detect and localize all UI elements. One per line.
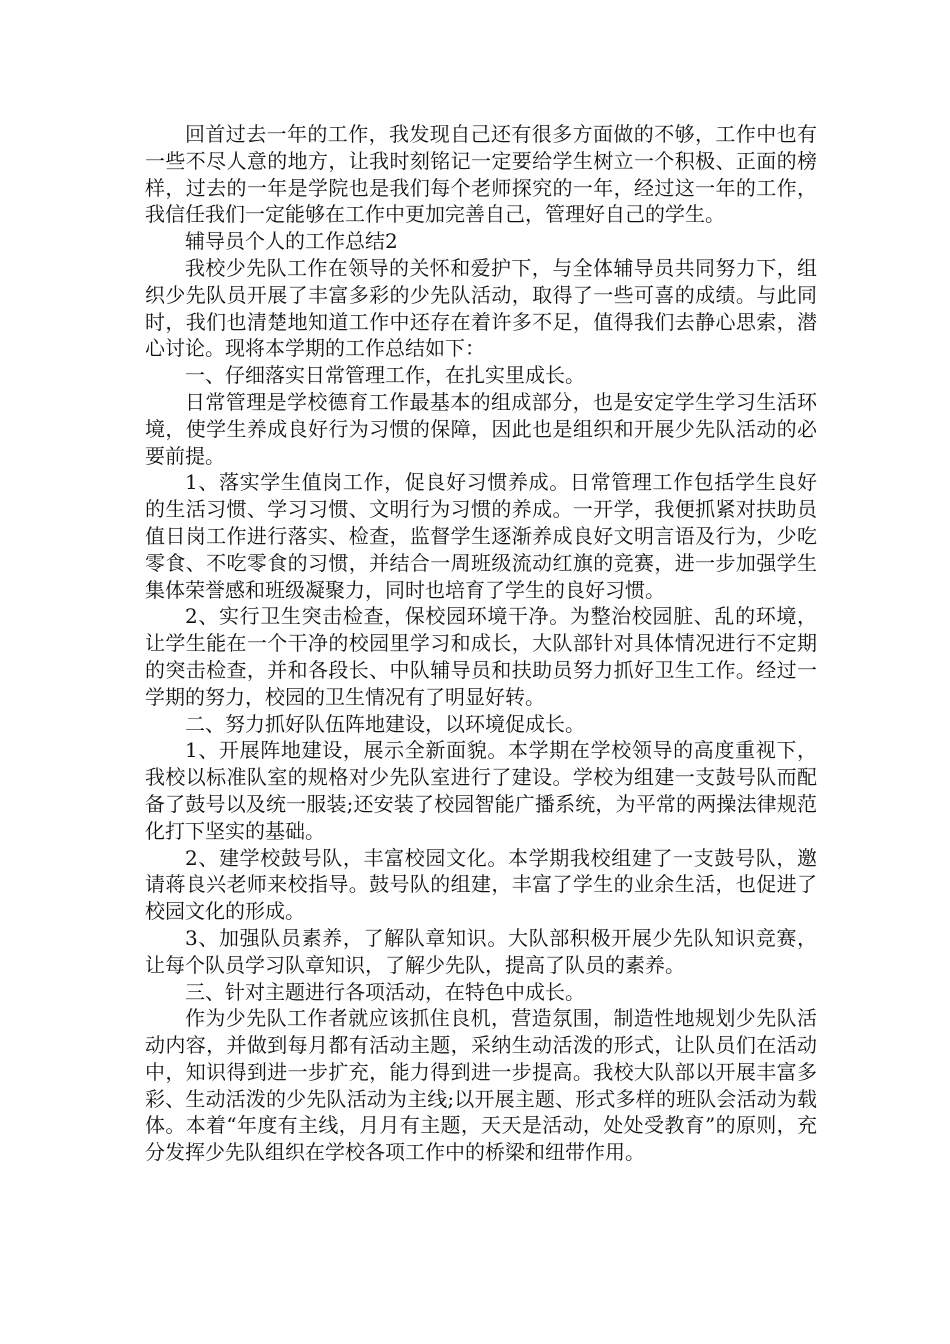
section-title: 辅导员个人的工作总结2 [185, 229, 398, 254]
document-body [145, 121, 817, 1166]
paragraph-duty-post: 1、落实学生值岗工作，促良好习惯养成。日常管理工作包括学生良好的生活习惯、学习习惯、文明行为习惯的养成。一开学，我便抓紧对扶助员值日岗工作进行落实、检查，监督学生逐渐养成良好文明言语及行为，少吃零食、不吃零食的习惯，并结合一周班级流动红旗的竞赛，进一步加强学生集体荣誉感和班级凝聚力，同时也培育了学生的良好习惯。 [145, 470, 817, 602]
paragraph-drum-team: 2、建学校鼓号队，丰富校园文化。本学期我校组建了一支鼓号队，邀请蒋良兴老师来校指导。鼓号队的组建，丰富了学生的业余生活，也促进了校园文化的形成。 [145, 845, 817, 924]
paragraph-intro: 我校少先队工作在领导的关怀和爱护下，与全体辅导员共同努力下，组织少先队员开展了丰富多彩的少先队活动，取得了一些可喜的成绩。与此同时，我们也清楚地知道工作中还存在着许多不足，值得我们去静心思索，潜心讨论。现将本学期的工作总结如下： [145, 255, 817, 361]
paragraph-member-quality: 3、加强队员素养，了解队章知识。大队部积极开展少先队知识竞赛，让每个队员学习队章知识，了解少先队，提高了队员的素养。 [145, 925, 817, 977]
paragraph-themed-activities: 作为少先队工作者就应该抓住良机，营造氛围，制造性地规划少先队活动内容，并做到每月都有活动主题，采纳生动活泼的形式，让队员们在活动中，知识得到进一步扩充，能力得到进一步提高。我校大队部以开展丰富多彩、生动活泼的少先队活动为主线;以开展主题、形式多样的班队会活动为载体。本着“年度有主线，月月有主题，天天是活动，处处受教育”的原则，充分发挥少先队组织在学校各项工作中的桥梁和纽带作用。 [145, 1006, 817, 1165]
paragraph-hygiene-check: 2、实行卫生突击检查，保校园环境干净。为整治校园脏、乱的环境，让学生能在一个干净的校园里学习和成长，大队部针对具体情况进行不定期的突击检查，并和各段长、中队辅导员和扶助员努力抓好卫生工作。经过一学期的努力，校园的卫生情况有了明显好转。 [145, 604, 817, 709]
heading-part-two: 二、努力抓好队伍阵地建设，以环境促成长。 [185, 711, 585, 736]
paragraph-position-building: 1、开展阵地建设，展示全新面貌。本学期在学校领导的高度重视下，我校以标准队室的规格对少先队室进行了建设。学校为组建一支鼓号队而配备了鼓号以及统一服装;还安装了校园智能广播系统，为平常的两操法律规范化打下坚实的基础。 [145, 738, 817, 843]
heading-part-three: 三、针对主题进行各项活动，在特色中成长。 [185, 979, 585, 1004]
heading-part-one: 一、仔细落实日常管理工作，在扎实里成长。 [185, 363, 585, 388]
paragraph-closing-reflection: 回首过去一年的工作，我发现自己还有很多方面做的不够，工作中也有一些不尽人意的地方，让我时刻铭记一定要给学生树立一个积极、正面的榜样，过去的一年是学院也是我们每个老师探究的一年，经过这一年的工作，我信任我们一定能够在工作中更加完善自己，管理好自己的学生。 [145, 122, 817, 227]
paragraph-daily-management: 日常管理是学校德育工作最基本的组成部分，也是安定学生学习生活环境，使学生养成良好行为习惯的保障，因此也是组织和开展少先队活动的必要前提。 [145, 389, 817, 468]
